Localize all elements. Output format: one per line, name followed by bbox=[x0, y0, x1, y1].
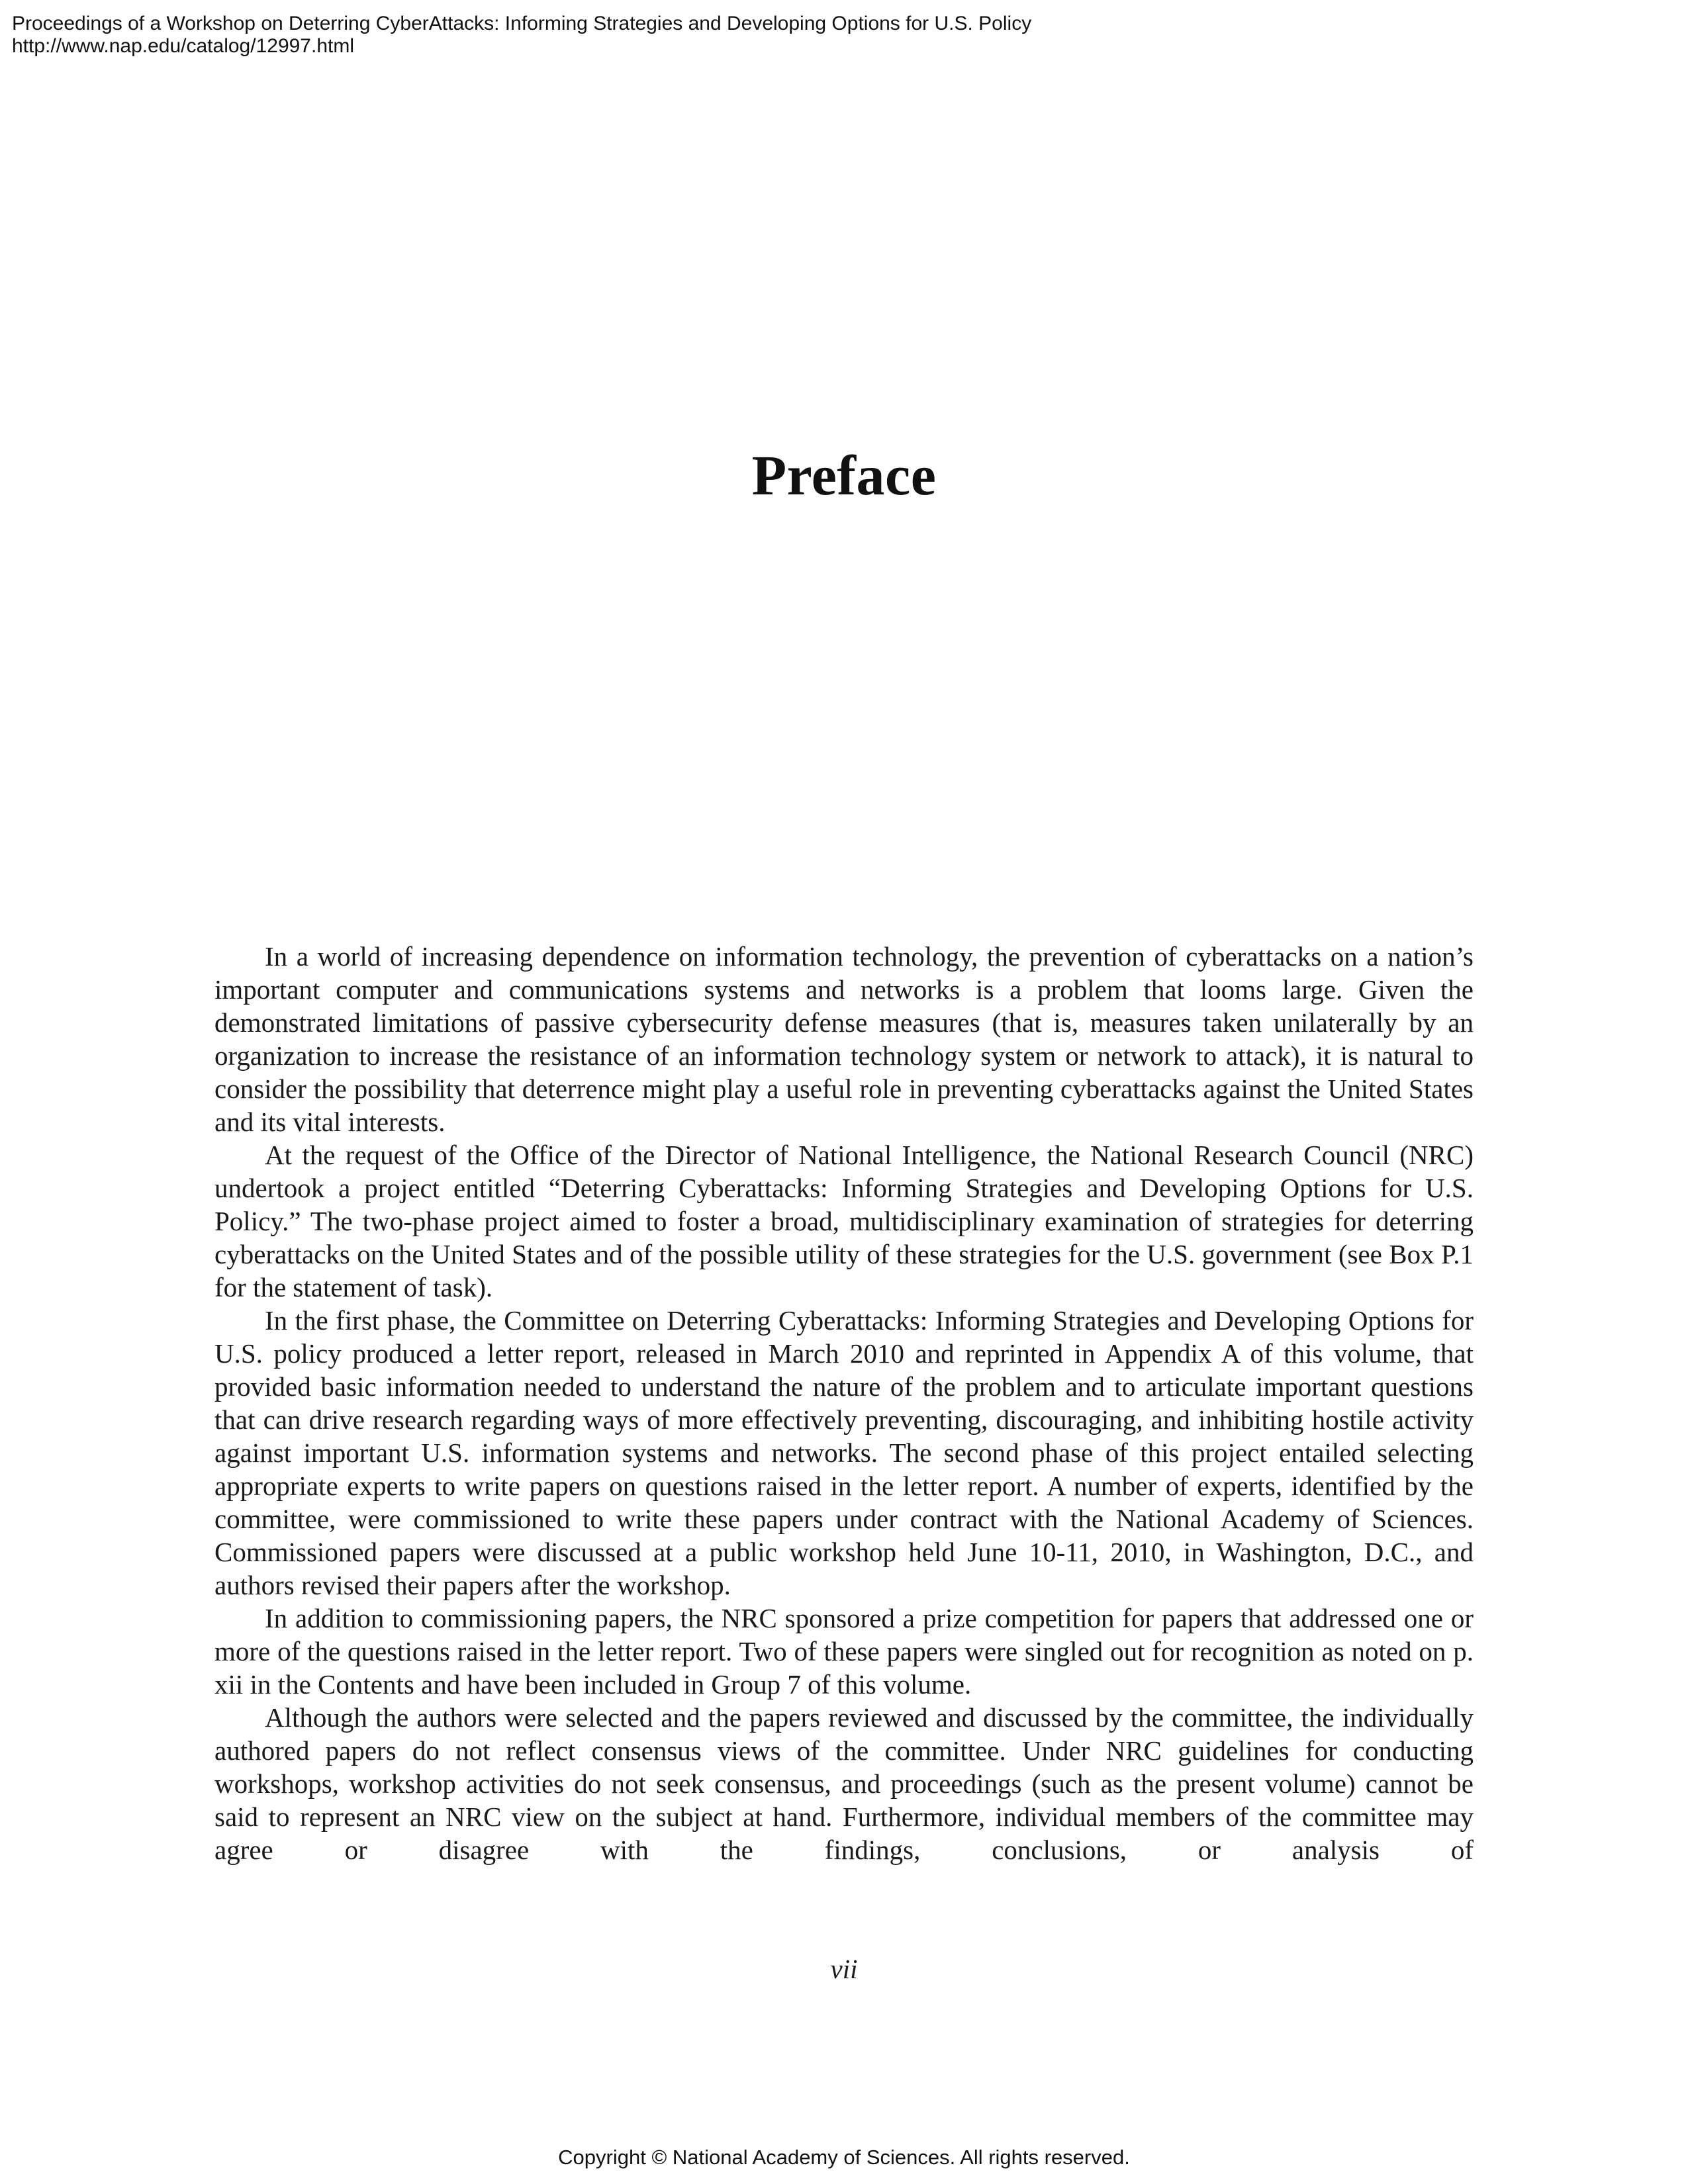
document-source-url[interactable]: http://www.nap.edu/catalog/12997.html bbox=[12, 35, 355, 57]
document-source-title: Proceedings of a Workshop on Deterring CyberAttacks: Informing Strategies and Developing Options for U.S. Policy bbox=[12, 13, 1032, 34]
body-paragraph: In a world of increasing dependence on information technology, the prevention of cyberattacks on a nation’s important computer and communications systems and networks is a problem that looms large. Given the demonstrated limitations of passive cybersecurity defense measures (that is, measures taken unilaterally by an organization to increase the resistance of an information technology system or network to attack), it is natural to consider the possibility that deterrence might play a useful role in preventing cyberattacks against the United States and its vital interests. bbox=[214, 941, 1474, 1137]
body-paragraph: In the first phase, the Committee on Deterring Cyberattacks: Informing Strategies and Developing Options for U.S. policy produced a letter report, released in March 2010 and reprinted in Appendix A of this volume, that provided basic information needed to understand the nature of the problem and to articulate important questions that can drive research regarding ways of more effectively preventing, discouraging, and inhibiting hostile activity against important U.S. information systems and networks. The second phase of this project entailed selecting appropriate experts to write papers on questions raised in the letter report. A number of experts, identified by the committee, were commissioned to write these papers under contract with the National Academy of Sciences. Commissioned papers were discussed at a public workshop held June 10-11, 2010, in Washington, D.C., and authors revised their papers after the workshop. bbox=[214, 1305, 1474, 1600]
copyright-notice: Copyright © National Academy of Sciences. All rights reserved. bbox=[558, 2146, 1130, 2169]
page-title: Preface bbox=[751, 443, 937, 507]
body-paragraph: In addition to commissioning papers, the NRC sponsored a prize competition for papers that addressed one or more of the questions raised in the letter report. Two of these papers were singled out for recognition as noted on p. xii in the Contents and have been included in Group 7 of this volume. bbox=[214, 1603, 1474, 1700]
preface-body bbox=[214, 940, 1474, 1866]
body-paragraph: At the request of the Office of the Director of National Intelligence, the National Research Council (NRC) undertook a project entitled “Deterring Cyberattacks: Informing Strategies and Developing Options for U.S. Policy.” The two-phase project aimed to foster a broad, multidisciplinary examination of strategies for deterring cyberattacks on the United States and of the possible utility of these strategies for the U.S. government (see Box P.1 for the statement of task). bbox=[214, 1140, 1474, 1302]
page-number: vii bbox=[830, 1954, 858, 1984]
body-paragraph: Although the authors were selected and the papers reviewed and discussed by the committee, the individually authored papers do not reflect consensus views of the committee. Under NRC guidelines for conducting workshops, workshop activities do not seek consensus, and proceedings (such as the present volume) cannot be said to represent an NRC view on the subject at hand. Furthermore, individual members of the committee may agree or disagree with the findings, conclusions, or analysis of bbox=[214, 1702, 1474, 1865]
